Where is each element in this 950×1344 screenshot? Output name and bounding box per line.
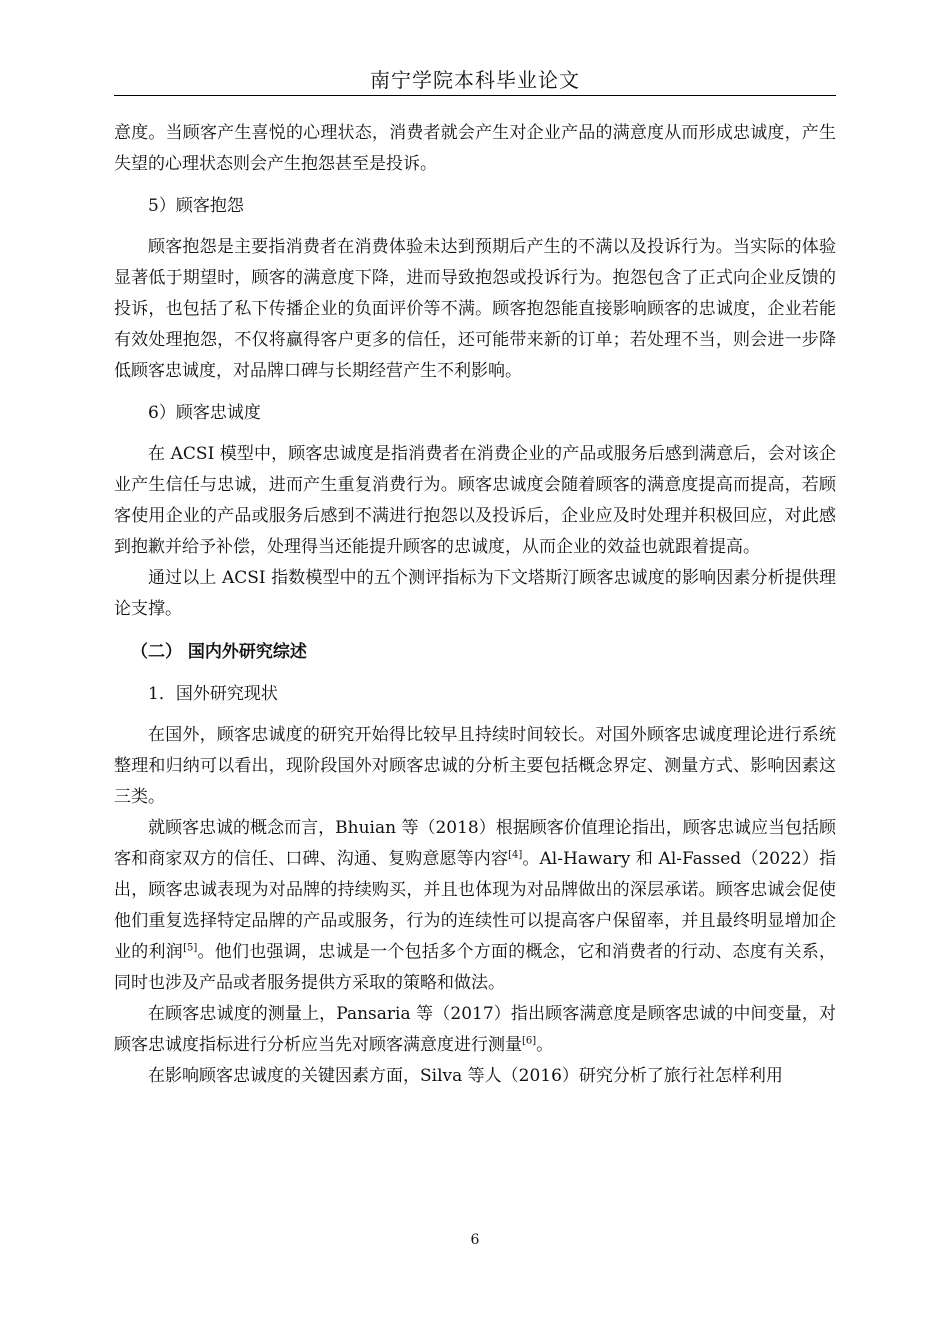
paragraph-foreign-overview: 在国外，顾客忠诚度的研究开始得比较早且持续时间较长。对国外顾客忠诚度理论进行系统整理和归纳可以看出，现阶段国外对顾客忠诚的分析主要包括概念界定、测量方式、影响因素这三类。 [114, 725, 836, 807]
subheading-customer-loyalty: 6）顾客忠诚度 [148, 403, 261, 423]
citation-4: [4] [508, 849, 523, 861]
body-text [114, 118, 836, 1092]
paragraph-acsi-summary: 通过以上 ACSI 指数模型中的五个测评指标为下文塔斯汀顾客忠诚度的影响因素分析提供理论支撑。 [114, 568, 836, 619]
paragraph-continued: 意度。当顾客产生喜悦的心理状态，消费者就会产生对企业产品的满意度从而形成忠诚度，产生失望的心理状态则会产生抱怨甚至是投诉。 [114, 123, 836, 174]
paragraph-loyalty-measurement [114, 999, 836, 1061]
subheading-customer-complaints: 5）顾客抱怨 [148, 196, 244, 216]
text-segment: 就顾客忠诚的概念而言，Bhuian 等（2018）根据顾客价值理论指出，顾客忠诚应当包括顾客和商家双方的信任、口碑、沟通、复购意愿等内容 [114, 818, 836, 869]
running-header: 南宁学院本科毕业论文 [370, 68, 580, 92]
subheading-foreign-research: 1．国外研究现状 [148, 684, 278, 704]
paragraph-loyalty-factors: 在影响顾客忠诚度的关键因素方面，Silva 等人（2016）研究分析了旅行社怎样利用 [148, 1066, 783, 1086]
section-heading-literature-review: （二） 国内外研究综述 [131, 642, 307, 662]
text-segment: 。 [536, 1035, 554, 1055]
text-segment: 在顾客忠诚度的测量上，Pansaria 等（2017）指出顾客满意度是顾客忠诚的中间变量，对顾客忠诚度指标进行分析应当先对顾客满意度进行测量 [114, 1004, 836, 1055]
paragraph-loyalty-concept [114, 813, 836, 999]
paragraph-customer-loyalty: 在 ACSI 模型中，顾客忠诚度是指消费者在消费企业的产品或服务后感到满意后，会对该企业产生信任与忠诚，进而产生重复消费行为。顾客忠诚度会随着顾客的满意度提高而提高，若顾客使用企业的产品或服务后感到不满进行抱怨以及投诉后，企业应及时处理并积极回应，对此感到抱歉并给予补偿，处理得当还能提升顾客的忠诚度，从而企业的效益也就跟着提高。 [114, 444, 836, 557]
text-segment: 。Al-Hawary 和 Al-Fassed（2022）指出，顾客忠诚表现为对品牌的持续购买，并且也体现为对品牌做出的深层承诺。顾客忠诚会促使他们重复选择特定品牌的产品或服务，行为的连续性可以提高客户保留率，并且最终明显增加企业的利润 [114, 849, 836, 962]
citation-6: [6] [522, 1035, 537, 1047]
text-segment: 。他们也强调，忠诚是一个包括多个方面的概念，它和消费者的行动、态度有关系，同时也涉及产品或者服务提供方采取的策略和做法。 [114, 942, 837, 993]
citation-5: [5] [183, 942, 198, 954]
page-number: 6 [470, 1232, 480, 1248]
header-rule [114, 95, 836, 96]
paragraph-customer-complaints: 顾客抱怨是主要指消费者在消费体验未达到预期后产生的不满以及投诉行为。当实际的体验显著低于期望时，顾客的满意度下降，进而导致抱怨或投诉行为。抱怨包含了正式向企业反馈的投诉，也包括了私下传播企业的负面评价等不满。顾客抱怨能直接影响顾客的忠诚度，企业若能有效处理抱怨，不仅将赢得客户更多的信任，还可能带来新的订单；若处理不当，则会进一步降低顾客忠诚度，对品牌口碑与长期经营产生不利影响。 [114, 237, 836, 381]
